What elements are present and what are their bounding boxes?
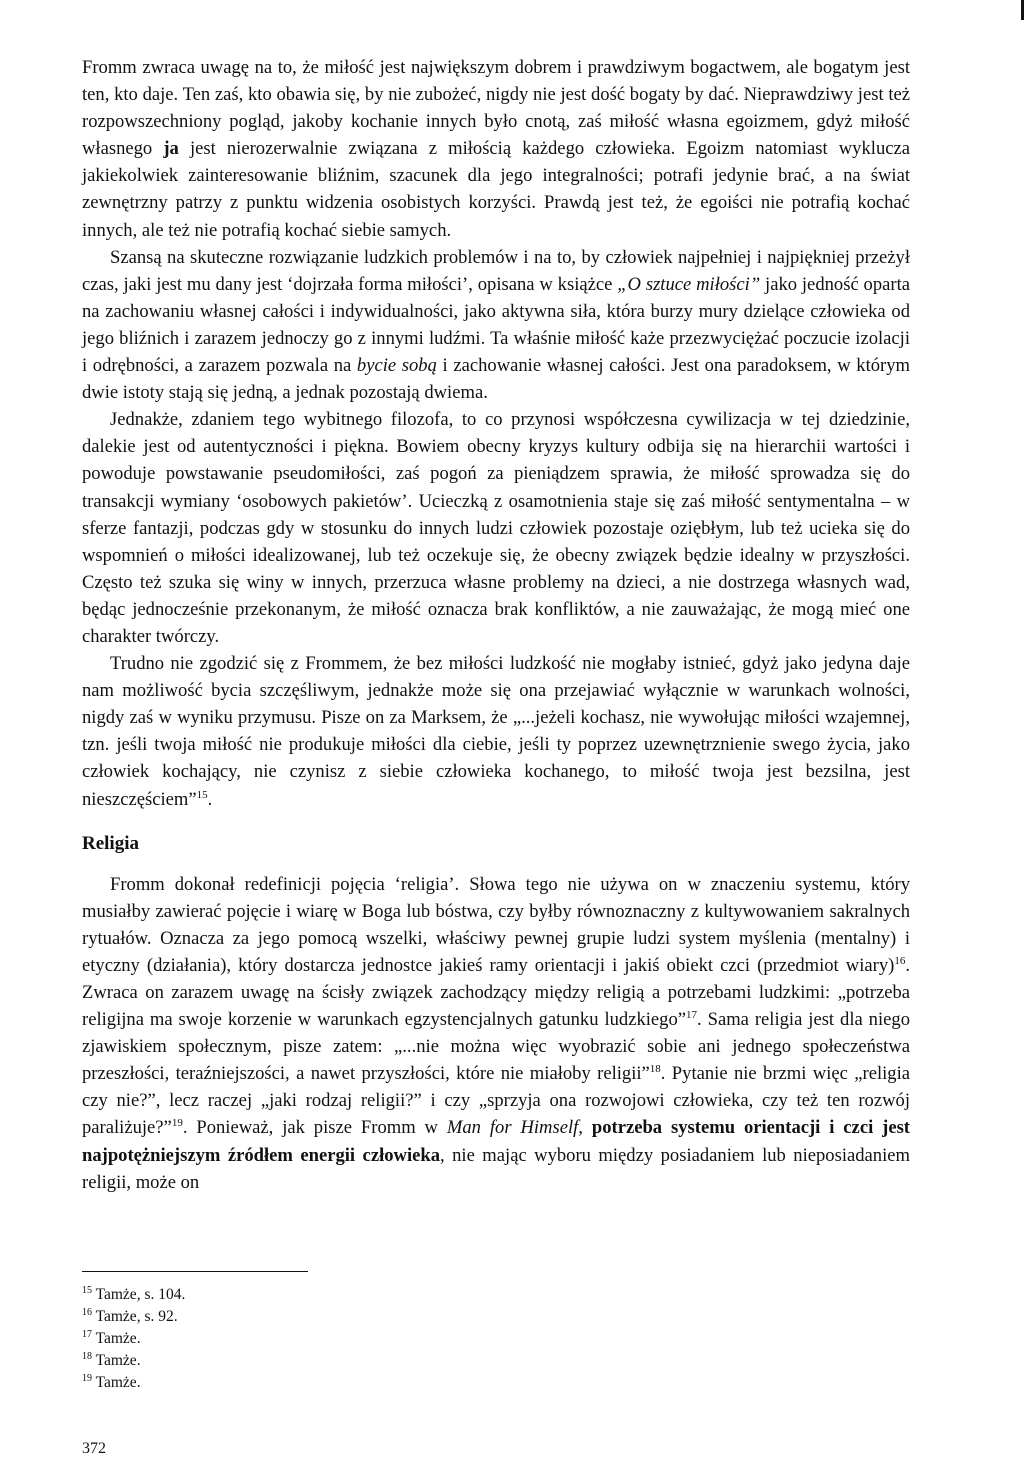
- paragraph-5-text-e: . Ponieważ, jak pisze Fromm w: [182, 1117, 447, 1139]
- footnote-15: [82, 1284, 382, 1306]
- footnote-16: [82, 1306, 382, 1328]
- paragraph-2-text-b: jako jedność oparta na zachowaniu własnej całości i indywidualności, jako aktywna siła, która burzy mury dzielące człowieka od jego bliźnich i zarazem jednoczy go z innymi ludźmi. Ta właśnie miłość każe przezwyciężać poczucie izolacji i odrębności, a zarazem pozwala na: [82, 273, 910, 377]
- paragraph-1-text-a: Fromm zwraca uwagę na to, że miłość jest największym dobrem i prawdziwym bogactwem, ale bogatym jest ten, kto daje. Ten zaś, kto obawia się, by nie zubożeć, nigdy nie jest dość bogaty by dać. Nieprawdziwy jest też rozpowszechniony pogląd, jakoby kochanie innych było cnotą, zaś miłość własna egoizmem, gdyż miłość własnego: [82, 57, 910, 160]
- page-number: 372: [82, 1440, 106, 1457]
- paragraph-2: [82, 244, 910, 407]
- paragraph-5-text-g: , nie mając wyboru między posiadaniem lub nieposiadaniem religii, może on: [82, 1144, 910, 1193]
- footnote-ref-18: 18: [649, 1063, 661, 1076]
- paragraph-5-book-title: Man for Himself,: [446, 1117, 583, 1139]
- paragraph-5-text-d: . Pytanie nie brzmi więc „religia czy nie?”, lecz raczej „jaki rodzaj religii?” i czy „sprzyja ona rozwojowi człowieka, czy też ten rozwój paraliżuje?”: [82, 1063, 910, 1139]
- paragraph-4-text: Trudno nie zgodzić się z Frommem, że bez miłości ludzkość nie mogłaby istnieć, gdyż jako jedyna daje nam możliwość bycia szczęśliwym, jednakże może się ona przejawiać wyłącznie w warunkach wolności, nigdy zaś w wyniku przymusu. Pisze on za Marksem, że „...jeżeli kochasz, nie wywołując miłości wzajemnej, tzn. jeśli twoja miłość nie produkuje miłości dla ciebie, jeśli ty poprzez uzewnętrznienie swego życia, jako człowiek kochający, nie czynisz z siebie człowieka kochanego, to miłość twoja jest bezsilna, jest nieszczęściem”: [82, 653, 910, 810]
- footnote-text: Tamże.: [95, 1352, 141, 1369]
- footnote-number: 16: [82, 1306, 92, 1318]
- footnote-number: 18: [82, 1350, 92, 1362]
- footnote-19: [82, 1372, 382, 1394]
- paragraph-5-text-c: . Sama religia jest dla niego zjawiskiem społecznym, pisze zatem: „...nie można więc wyobrazić sobie ani jednego społeczeństwa przeszłości, teraźniejszości, a nawet przyszłości, które nie miałoby religii”: [82, 1009, 910, 1085]
- paragraph-2-text-c: i zachowanie własnej całości. Jest ona paradoksem, w którym dwie istoty stają się jedną, a jednak pozostają dwiema.: [82, 355, 910, 404]
- paragraph-4: [82, 650, 910, 813]
- paragraph-5-text-a: Fromm dokonał redefinicji pojęcia ‘religia’. Słowa tego nie używa on w znaczeniu systemu, który musiałby zawierać pojęcie i wiarę w Boga lub bóstwa, czy byłby równoznaczny z kultywowaniem sakralnych rytuałów. Oznacza za jego pomocą wszelki, właściwy pewnej grupie ludzi system myślenia (mentalny) i etyczny (działania), który dostarcza jednostce jakieś ramy orientacji i jakiś obiekt czci (przedmiot wiary): [82, 873, 910, 976]
- paragraph-5: [82, 871, 910, 1196]
- footnote-18: [82, 1350, 382, 1372]
- paragraph-3: Jednakże, zdaniem tego wybitnego filozofa, to co przynosi współczesna cywilizacja w tej dziedzinie, dalekie jest od autentyczności i piękna. Bowiem obecny kryzys kultury odbija się na hierarchii wartości i powoduje powstawanie pseudomiłości, zaś pogoń za pieniądzem sprawia, że miłość sprowadza się do transakcji wymiany ‘osobowych pakietów’. Ucieczką z osamotnienia staje się zaś miłość sentymentalna – w sferze fantazji, podczas gdy w stosunku do innych ludzi człowiek pozostaje oziębłym, lub też ucieka się do wspomnień o miłości idealizowanej, lub też oczekuje się, że obecny związek będzie idealny w przyszłości. Często też szuka się winy w innych, przerzuca własne problemy na dzieci, a nie dostrzega własnych wad, będąc jednocześnie przekonanym, że miłość oznacza brak konfliktów, a nie zauważając, że mogą mieć one charakter twórczy.: [82, 409, 910, 647]
- paragraph-1-bold: ja: [163, 138, 179, 160]
- page-body: [82, 54, 910, 1196]
- footnote-ref-17: 17: [686, 1008, 698, 1021]
- paragraph-1-text-b: jest nierozerwalnie związana z miłością każdego człowieka. Egoizm natomiast wyklucza jakiekolwiek zainteresowanie bliźnim, szacunek dla jego integralności; potrafi jedynie brać, a na świat zewnętrzny patrzy z punktu widzenia osobistych korzyści. Prawdą jest też, że egoiści nie potrafią kochać innych, ale też nie potrafią kochać siebie samych.: [82, 138, 910, 241]
- paragraph-1: [82, 54, 910, 244]
- section-heading: Religia: [82, 832, 139, 854]
- footnotes: [82, 1271, 382, 1394]
- footnote-number: 15: [82, 1284, 92, 1296]
- footnote-ref-16: 16: [894, 954, 906, 967]
- paragraph-5-space: [583, 1117, 592, 1138]
- footnote-ref-19: 19: [171, 1117, 183, 1130]
- paragraph-5-bold: potrzeba systemu orientacji i czci jest najpotężniejszym źródłem energii człowieka: [82, 1117, 911, 1166]
- footnote-text: Tamże, s. 104.: [95, 1286, 186, 1303]
- footnote-17: [82, 1328, 382, 1350]
- paragraph-2-text-a: Szansą na skuteczne rozwiązanie ludzkich problemów i na to, by człowiek najpełniej i najpiękniej przeżył czas, jaki jest mu dany jest ‘dojrzała forma miłości’, opisana w książce: [82, 246, 910, 295]
- paragraph-2-italic: bycie sobą: [356, 355, 437, 377]
- footnote-ref-15: 15: [196, 788, 208, 801]
- footnote-divider: [82, 1271, 308, 1272]
- footnote-text: Tamże, s. 92.: [95, 1308, 178, 1325]
- footnote-text: Tamże.: [95, 1330, 141, 1347]
- paragraph-4-end: .: [207, 788, 213, 810]
- footnote-text: Tamże.: [95, 1374, 141, 1391]
- footnote-number: 19: [82, 1372, 92, 1384]
- paragraph-5-text-b: . Zwraca on zarazem uwagę na ścisły związek zachodzący między religią a potrzebami ludzkimi: „potrzeba religijna ma swoje korzenie w warunkach egzystencjalnych gatunku ludzkiego”: [82, 954, 910, 1031]
- paragraph-2-book-title: „O sztuce miłości”: [617, 273, 761, 295]
- footnote-number: 17: [82, 1328, 92, 1340]
